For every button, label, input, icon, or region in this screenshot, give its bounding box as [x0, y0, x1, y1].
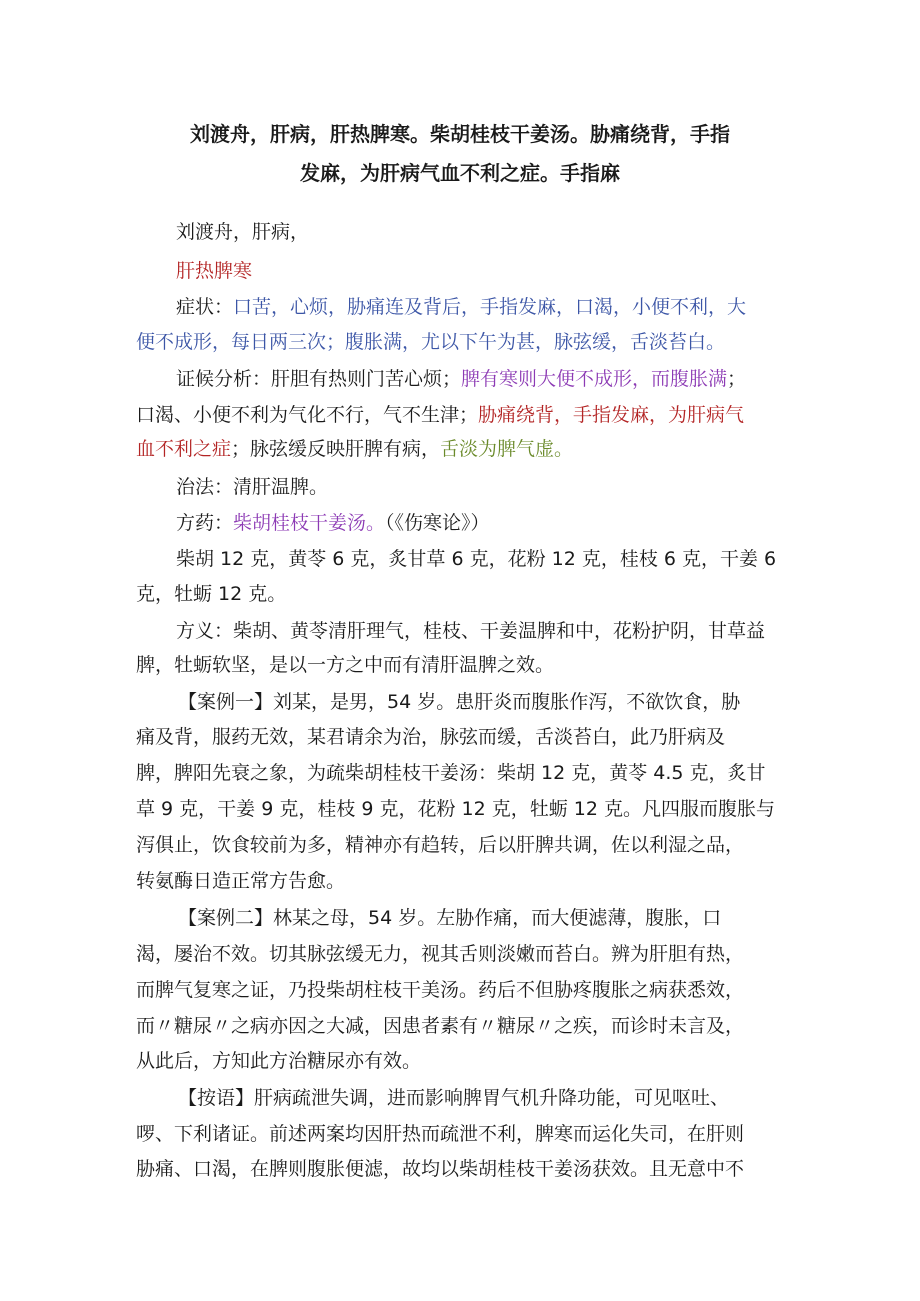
- note-line-2: 啰、下利诸证。前述两案均因肝热而疏泄不利，脾寒而运化失司，在肝则: [136, 1123, 745, 1145]
- analysis-seg-3: ；: [727, 368, 747, 390]
- dose-line-2: 克，牡蛎 12 克。: [136, 583, 287, 605]
- analysis-line-3-b: ；脉弦缓反映肝脾有病，: [231, 438, 441, 460]
- note-line-3: 胁痛、口渴，在脾则腹胀便滤，故均以柴胡桂枝干姜汤获效。且无意中不: [136, 1158, 745, 1180]
- explanation-line-1: 方义：柴胡、黄苓清肝理气，桂枝、干姜温脾和中，花粉护阴，甘草益: [176, 620, 766, 642]
- analysis-line-2: [136, 403, 796, 427]
- case2-line-4: 而〃糖尿〃之病亦因之大减，因患者素有〃糖尿〃之疾，而诊时未言及，: [136, 1015, 745, 1037]
- case1-line-3: 脾，脾阳先衰之象，为疏柴胡桂枝干姜汤：柴胡 12 克，黄苓 4.5 克，炙甘: [136, 762, 766, 784]
- analysis-line-2-a: 口渴、小便不利为气化不行，气不生津；: [136, 404, 479, 426]
- analysis-seg-2: 脾有寒则大便不成形，而腹胀满: [461, 368, 728, 390]
- case2-line-2: 渴，屡治不效。切其脉弦缓无力，视其舌则淡嫩而苔白。辨为肝胆有热，: [136, 943, 745, 965]
- treatment-label: 治法：: [176, 476, 234, 498]
- case1-line-1: 【案例一】刘某，是男，54 岁。患肝炎而腹胀作泻，不欲饮食，胁: [178, 691, 741, 713]
- analysis-line-3: [136, 437, 796, 461]
- case1-line-6: 转氨酶日造正常方告愈。: [136, 870, 346, 892]
- document-title-line-1: 刘渡舟，肝病，肝热脾寒。柴胡桂枝干姜汤。胁痛绕背，手指: [190, 122, 730, 146]
- symptoms-label: 症状：: [176, 296, 234, 318]
- prescription-label: 方药：: [176, 512, 234, 534]
- symptoms-text: 口苦，心烦，胁痛连及背后，手指发麻，口渴，小便不利，大: [233, 296, 747, 318]
- analysis-label: 证候分析：: [176, 368, 272, 390]
- case2-line-1: 【案例二】林某之母，54 岁。左胁作痛，而大便滤薄，腹胀，口: [178, 907, 722, 929]
- analysis-line-3-a: 血不利之症: [136, 438, 232, 460]
- analysis-seg-1: 肝胆有热则门苦心烦；: [271, 368, 462, 390]
- document-title-line-2: 发麻，为肝病气血不利之症。手指麻: [300, 161, 620, 185]
- case1-line-5: 泻俱止，饮食较前为多，精神亦有趋转，后以肝脾共调，佐以利湿之品，: [136, 834, 745, 856]
- explanation-line-2: 脾，牡蛎软坚，是以一方之中而有清肝温脾之效。: [136, 654, 555, 676]
- case2-line-5: 从此后，方知此方治糖尿亦有效。: [136, 1050, 422, 1072]
- prescription-line: [176, 511, 836, 535]
- dose-line-1: 柴胡 12 克，黄苓 6 克，炙甘草 6 克，花粉 12 克，桂枝 6 克，干姜 6: [176, 548, 777, 570]
- case1-line-2: 痛及背，服药无效，某君请余为治，脉弦而缓，舌淡苔白，此乃肝病及: [136, 726, 726, 748]
- treatment-text: 清肝温脾。: [233, 476, 329, 498]
- prescription-source: （《伤寒论》）: [385, 512, 490, 534]
- analysis-line-1: [176, 367, 836, 391]
- author-line: 刘渡舟，肝病，: [176, 221, 310, 243]
- symptoms-line-2: 便不成形，每日两三次；腹胀满，尤以下午为甚，脉弦缓，舌淡苔白。: [136, 331, 726, 353]
- case2-line-3: 而脾气复寒之证，乃投柴胡柱枝干美汤。药后不但胁疼腹胀之病获悉效，: [136, 979, 745, 1001]
- symptoms-line-1: [176, 295, 836, 319]
- analysis-line-3-c: 舌淡为脾气虚。: [440, 438, 574, 460]
- prescription-name: 柴胡桂枝干姜汤。: [233, 512, 386, 534]
- case1-line-4: 草 9 克，干姜 9 克，桂枝 9 克，花粉 12 克，牡蛎 12 克。凡四服而腹胀与: [136, 798, 776, 820]
- syndrome-label: 肝热脾寒: [176, 260, 253, 282]
- note-line-1: 【按语】肝病疏泄失调，进而影响脾胃气机升降功能，可见呕吐、: [178, 1087, 730, 1109]
- analysis-line-2-b: 胁痛绕背，手指发麻，为肝病气: [478, 404, 745, 426]
- treatment-line: [176, 475, 836, 499]
